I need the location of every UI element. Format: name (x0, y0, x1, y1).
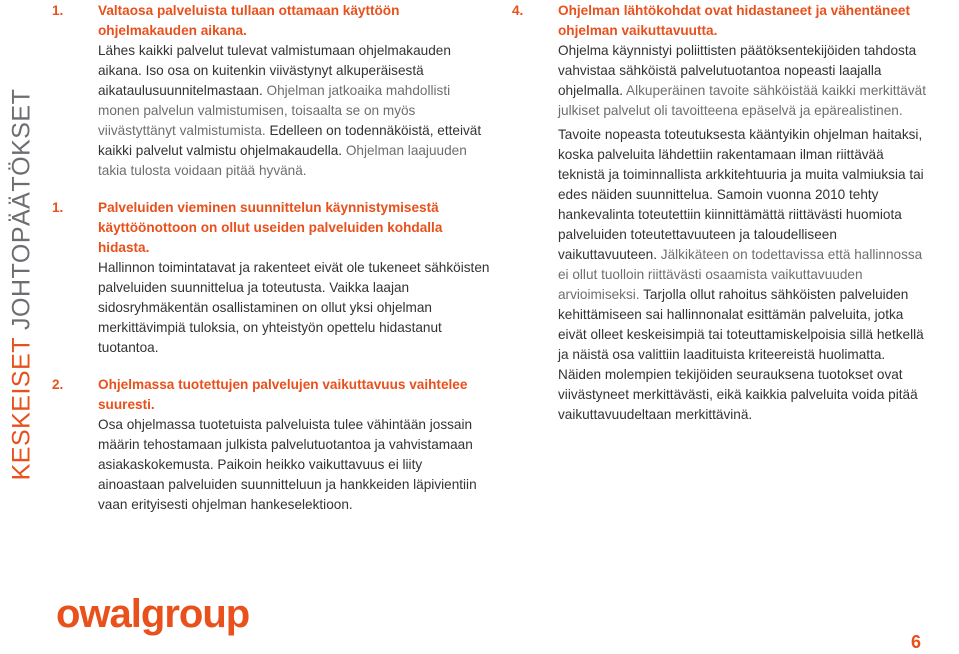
section-number: 4. (512, 3, 524, 18)
section-body-2: Tavoite nopeasta toteutuksesta kääntyikin ohjelman haitaksi, koska palveluita lähdettiin rakentamaan ilman riittävää teknistä ja toiminnallista arkkitehtuuria ja muita valmiuksia tai edes näiden suunnittelua. Samoin vuonna 2010 tehty hankevalinta toteutettiin kiinnittämättä riittävästi huomiota palveluiden toteutettavuuteen ja taloudelliseen vaikuttavuuteen. Jälkikäteen on todettavissa että hallinnossa ei ollut tuolloin riittävästi osaamista vaikuttavuuden arvioimiseksi. Tarjolla ollut rahoitus sähköisten palveluiden kehittämiseen sai hallinnonalat esittämän palveluita, jotka eivät olleet keskeisimpiä tai toteuttamiskelpoisia sillä hetkellä ja näistä osa valittiin laadituista kriteereistä huolimatta. Näiden molempien tekijöiden seurauksena tuotokset ovat viivästyneet merkittävästi, eikä kaikkia palveluita voida pitää vaikuttavuudeltaan merkittävinä. (558, 127, 924, 422)
right-column (512, 1, 932, 442)
page-number: 6 (910, 632, 921, 652)
owalgroup-logo: owalgroup (56, 592, 250, 636)
section-heading: Ohjelmassa tuotettujen palvelujen vaikuttavuus vaihtelee suuresti. (98, 377, 468, 412)
left-column (52, 1, 492, 532)
section-1a (52, 1, 492, 181)
section-number: 1. (52, 200, 64, 215)
section-body: Lähes kaikki palvelut tulevat valmistumaan ohjelmakauden aikana. Iso osa on kuitenkin viivästynyt alkuperäisestä aikataulusuunnitelmastaan. Ohjelman jatkoaika mahdollisti monen palvelun valmistumisen, toisaalta se on myös viivästyttänyt valmistumista. Edelleen on todennäköistä, etteivät kaikki palvelut valmistu ohjelmakaudella. Ohjelman laajuuden takia tulosta voidaan pitää hyvänä. (98, 43, 482, 178)
section-4 (512, 1, 932, 425)
section-2 (52, 375, 492, 515)
section-number: 2. (52, 377, 64, 392)
section-number: 1. (52, 3, 64, 18)
side-title-text (8, 63, 37, 507)
section-heading: Palveluiden vieminen suunnittelun käynnistymisestä käyttöönottoon on ollut useiden palveluiden kohdalla hidasta. (98, 200, 443, 255)
section-body-1: Ohjelma käynnistyi poliittisten päätöksentekijöiden tahdosta vahvistaa sähköistä palvelutuotantoa nopeasti laajalla ohjelmalla. Alkuperäinen tavoite sähköistää kaikki merkittävät julkiset palvelut oli tavoitteena epäselvä ja epärealistinen. (558, 43, 926, 118)
section-1b (52, 198, 492, 358)
section-body: Osa ohjelmassa tuotetuista palveluista tulee vähintään jossain määrin tehostamaan julkista palvelutuotantoa ja vahvistamaan asiakaskokemusta. Paikoin heikko vaikuttavuus ei liity ainoastaan palveluiden suunnitteluun ja hankkeiden läpivientiin vaan erityisesti ohjelman hankeselektioon. (98, 417, 477, 512)
side-title-part2: JOHTOPÄÄTÖKSET (7, 88, 36, 330)
section-body: Hallinnon toimintatavat ja rakenteet eivät ole tukeneet sähköisten palveluiden suunnittelua ja toteutusta. Vaikka laajan sidosryhmäkentän osallistaminen on ollut yksi ohjelman merkittävimpiä tuloksia, on yhteistyön opettelu hidastanut tuotantoa. (98, 260, 490, 355)
side-title-part1: KESKEISET (7, 337, 36, 481)
section-heading: Ohjelman lähtökohdat ovat hidastaneet ja vähentäneet ohjelman vaikuttavuutta. (558, 3, 911, 38)
section-heading: Valtaosa palveluista tullaan ottamaan käyttöön ohjelmakauden aikana. (98, 3, 400, 38)
side-title (0, 0, 44, 500)
